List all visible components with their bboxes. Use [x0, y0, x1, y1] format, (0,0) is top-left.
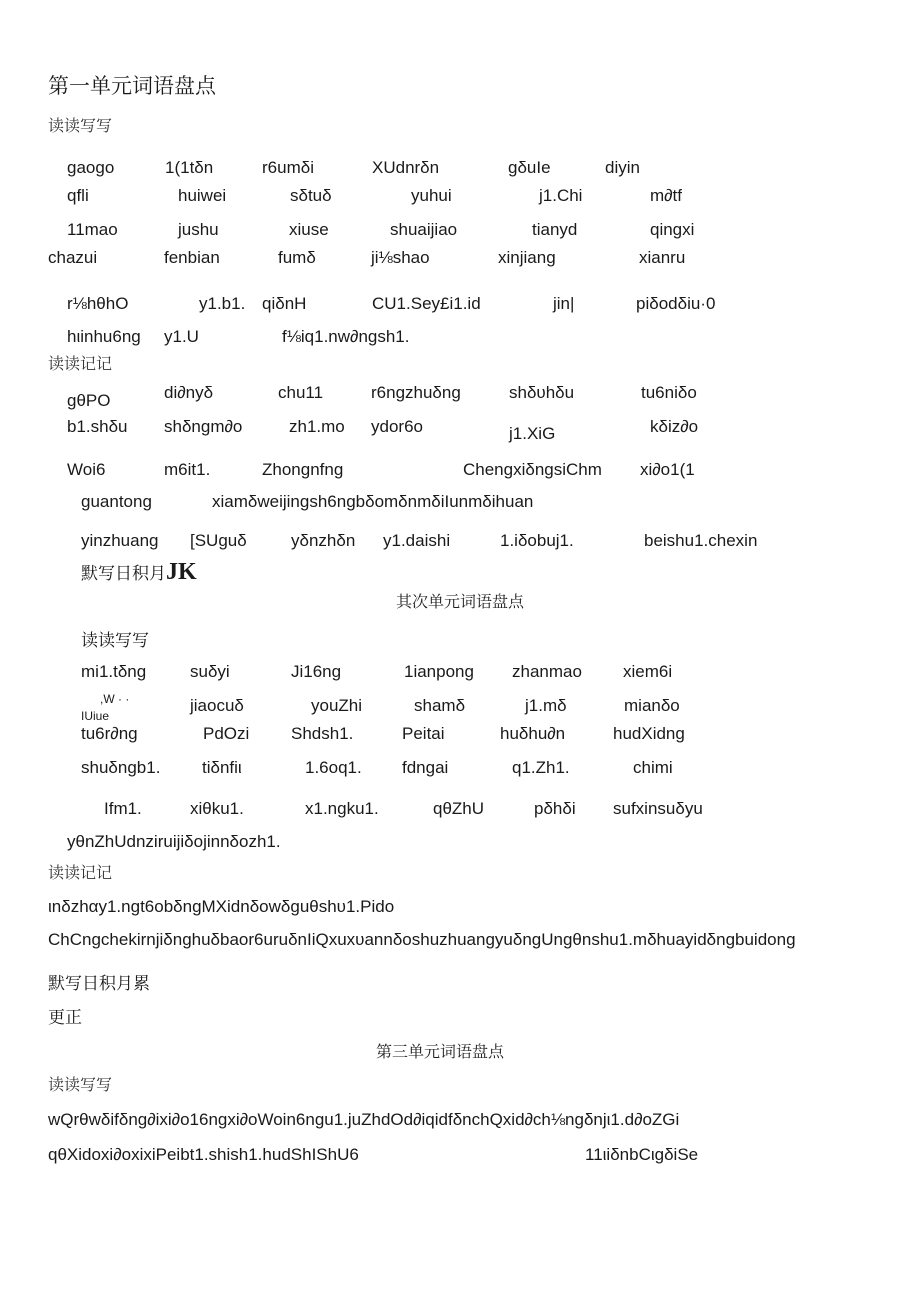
word: mi1.tδng	[81, 662, 147, 681]
unit2-read-write-label: 读读写写	[81, 631, 149, 650]
word: fenbian	[164, 248, 220, 267]
word: tu6niδo	[641, 383, 697, 402]
word: jin|	[553, 294, 575, 313]
word-line: wQrθwδifδng∂ixi∂o16ngxi∂oWoin6ngu1.juZhdOd∂iqidfδnchQxid∂ch⅛ngδnjι1.d∂oZGi	[48, 1110, 680, 1129]
word: chazui	[48, 248, 98, 267]
word: q1.Zh1.	[512, 758, 570, 777]
word: f⅛iq1.nw∂ngsh1.	[282, 327, 410, 346]
word: r6ngzhuδng	[371, 383, 461, 402]
word: jushu	[178, 220, 219, 239]
word: yδnzhδn	[291, 531, 356, 550]
word: r6umδi	[262, 158, 314, 177]
word: sufxinsuδyu	[613, 799, 703, 818]
unit1-read-remember-label: 读读记记	[48, 356, 113, 373]
word: j1.mδ	[525, 696, 567, 715]
word: qingxi	[650, 220, 695, 239]
word: 1.6oq1.	[305, 758, 362, 777]
word: hudXidng	[613, 724, 685, 743]
word: yuhui	[411, 186, 452, 205]
word: shuaijiao	[390, 220, 458, 239]
word: 1ianpong	[404, 662, 474, 681]
word: j1.Chi	[539, 186, 583, 205]
word: suδyi	[190, 662, 230, 681]
word: 1(1tδn	[165, 158, 214, 177]
word: b1.shδu	[67, 417, 128, 436]
word: shδυhδu	[509, 383, 575, 402]
word: jiaocuδ	[190, 696, 244, 715]
word: piδodδiu·0	[636, 294, 716, 313]
word: tu6r∂ng	[81, 724, 138, 743]
word: zh1.mo	[289, 417, 345, 436]
word: huiwei	[178, 186, 227, 205]
word: chimi	[633, 758, 673, 777]
word: youZhi	[311, 696, 363, 715]
unit2-read-remember-label: 读读记记	[48, 865, 113, 882]
word: gaogo	[67, 158, 115, 177]
smudge-text: ,W · ·	[100, 692, 130, 706]
word: fdngai	[402, 758, 449, 777]
word: sδtuδ	[290, 186, 332, 205]
word: guantong	[81, 492, 152, 511]
word: hιinhu6ng	[67, 327, 141, 346]
unit3-title: 第三单元词语盘点	[376, 1042, 505, 1061]
word: r⅛hθhO	[67, 294, 129, 313]
word: Woi6	[67, 460, 106, 479]
word: 11mao	[67, 220, 118, 239]
word: xiθku1.	[190, 799, 244, 818]
word: kδiz∂o	[650, 417, 699, 436]
word: y1.b1.	[199, 294, 246, 313]
unit2-dictation-label: 默写日积月累	[48, 974, 150, 993]
word: Zhongnfng	[262, 460, 344, 479]
dictation-suffix: JK	[166, 559, 197, 585]
word-line: ιnδzhαy1.ngt6obδngMXidnδowδguθshυ1.Pido	[48, 897, 395, 916]
word: xiamδweijingsh6ngbδomδnmδiIunmδihuan	[212, 492, 534, 511]
word: gθPO	[67, 391, 111, 410]
word: qθZhU	[433, 799, 485, 818]
word: x1.ngku1.	[305, 799, 379, 818]
word: CU1.Sey£i1.id	[372, 294, 481, 313]
word: m6it1.	[164, 460, 211, 479]
unit1-dictation-label	[81, 559, 197, 585]
word: yθnZhUdnziruijiδojinnδozh1.	[67, 832, 281, 851]
word: beishu1.chexin	[644, 531, 758, 550]
word: y1.daishi	[383, 531, 451, 550]
word: qfli	[67, 186, 89, 205]
dictation-text: 默写日积月	[81, 564, 166, 583]
word: j1.XiG	[509, 424, 556, 443]
word: mianδo	[624, 696, 680, 715]
word-line: 11ιiδnbCιgδiSe	[585, 1145, 699, 1164]
word: 1.iδobuj1.	[500, 531, 574, 550]
word: shuδngb1.	[81, 758, 161, 777]
word: xinjiang	[498, 248, 556, 267]
word: yinzhuang	[81, 531, 159, 550]
word: tiδnfiι	[202, 758, 242, 777]
word: fumδ	[278, 248, 316, 267]
word: Ji16ng	[291, 662, 342, 681]
word: m∂tf	[650, 186, 683, 205]
word: shamδ	[414, 696, 466, 715]
unit1-title: 第一单元词语盘点	[48, 75, 216, 98]
word: PdOzi	[203, 724, 250, 743]
word-line: qθXidoxi∂oxixiPeibt1.shish1.hudShIShU6	[48, 1145, 359, 1164]
word: gδuIe	[508, 158, 551, 177]
word: zhanmao	[512, 662, 582, 681]
word-line: ChCngchekirnjiδnghuδbaor6uruδnIiQxuxυannδoshuzhuangyuδngUngθnshu1.mδhuayidδngbuidong	[48, 930, 796, 949]
word: xiuse	[289, 220, 329, 239]
word: chu11	[278, 383, 324, 402]
word: xianru	[639, 248, 686, 267]
word: tianyd	[532, 220, 578, 239]
word: XUdnrδn	[372, 158, 440, 177]
word: ydor6o	[371, 417, 423, 436]
word: shδngm∂o	[164, 417, 243, 436]
unit2-correction-label: 更正	[48, 1008, 82, 1027]
word: ji⅛shao	[371, 248, 430, 267]
word: pδhδi	[534, 799, 576, 818]
word: Shdsh1.	[291, 724, 354, 743]
word: xi∂o1(1	[640, 460, 695, 479]
unit2-title: 其次单元词语盘点	[396, 592, 525, 611]
word: di∂nyδ	[164, 383, 214, 402]
word: huδhu∂n	[500, 724, 566, 743]
word: diyin	[605, 158, 640, 177]
smudge-text: IUiue	[81, 709, 110, 723]
word: y1.U	[164, 327, 199, 346]
unit3-read-write-label: 读读写写	[48, 1077, 113, 1094]
word: ChengxiδngsiChm	[463, 460, 602, 479]
word: Peitai	[402, 724, 445, 743]
word: qiδnH	[262, 294, 307, 313]
word: [SUguδ	[190, 531, 247, 550]
unit1-read-write-label: 读读写写	[48, 118, 113, 135]
word: xiem6i	[623, 662, 673, 681]
word: Ifm1.	[104, 799, 142, 818]
